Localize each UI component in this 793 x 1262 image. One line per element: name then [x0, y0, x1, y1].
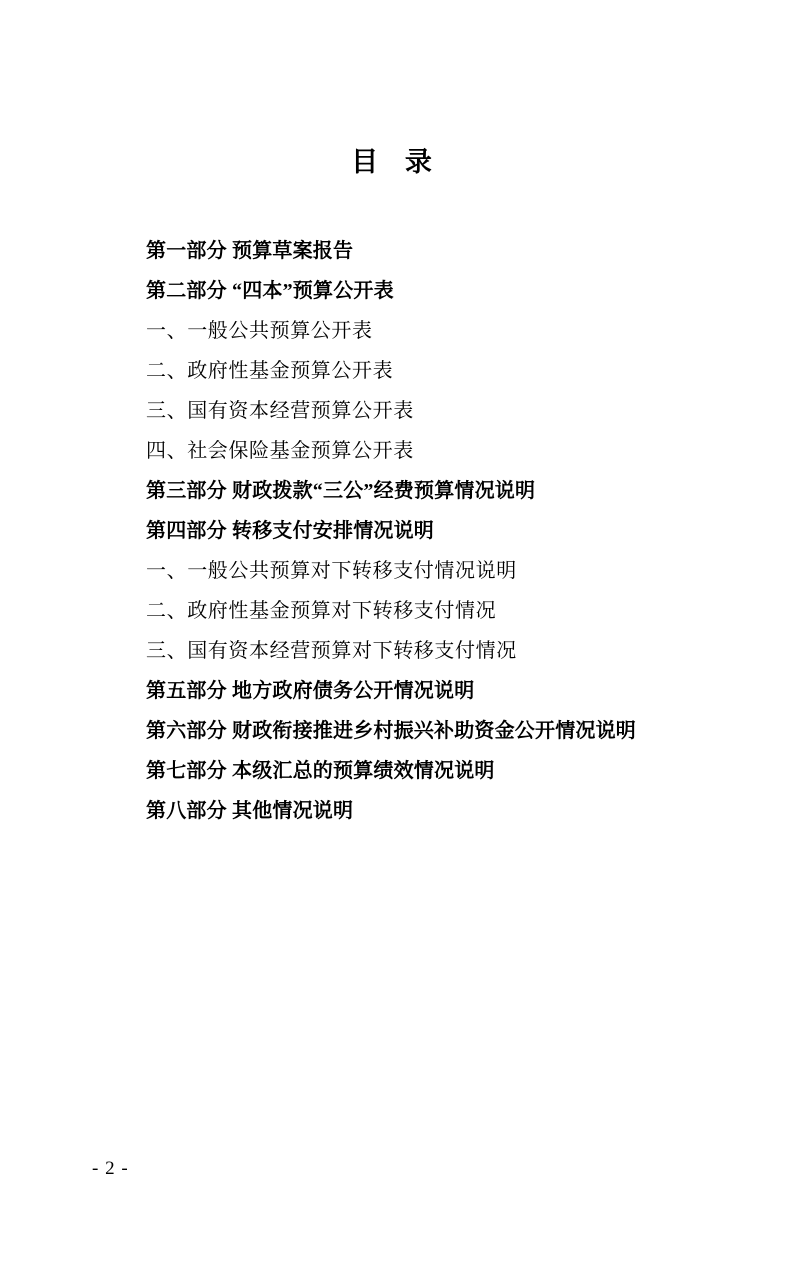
toc-entry[interactable]: 第三部分 财政拨款“三公”经费预算情况说明 — [146, 480, 536, 502]
toc-entry[interactable]: 二、政府性基金预算对下转移支付情况 — [146, 600, 497, 622]
toc-entry[interactable]: 第一部分 预算草案报告 — [146, 240, 354, 262]
toc-entry[interactable]: 二、政府性基金预算公开表 — [146, 360, 394, 382]
toc-entry[interactable]: 第六部分 财政衔接推进乡村振兴补助资金公开情况说明 — [146, 720, 636, 742]
document-page — [0, 140, 793, 1262]
toc-entry[interactable]: 四、社会保险基金预算公开表 — [146, 440, 414, 462]
page-number: - 2 - — [92, 1158, 129, 1179]
table-of-contents — [0, 231, 793, 831]
toc-entry[interactable]: 第七部分 本级汇总的预算绩效情况说明 — [146, 760, 495, 782]
page-title: 目 录 — [351, 147, 442, 177]
toc-entry[interactable]: 一、一般公共预算对下转移支付情况说明 — [146, 560, 517, 582]
toc-entry[interactable]: 一、一般公共预算公开表 — [146, 320, 373, 342]
toc-entry[interactable]: 第八部分 其他情况说明 — [146, 800, 354, 822]
toc-entry[interactable]: 第二部分 “四本”预算公开表 — [146, 280, 394, 302]
toc-entry[interactable]: 第四部分 转移支付安排情况说明 — [146, 520, 434, 542]
toc-entry[interactable]: 第五部分 地方政府债务公开情况说明 — [146, 680, 475, 702]
toc-entry[interactable]: 三、国有资本经营预算对下转移支付情况 — [146, 640, 517, 662]
toc-entry[interactable]: 三、国有资本经营预算公开表 — [146, 400, 414, 422]
